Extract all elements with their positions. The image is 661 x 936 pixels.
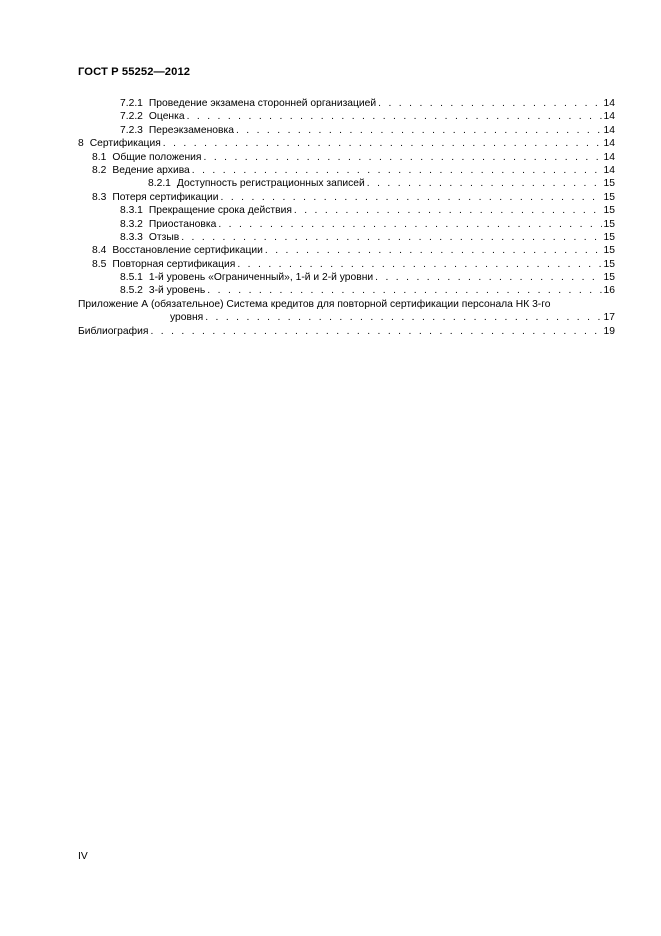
toc-entry[interactable]: [78, 231, 615, 244]
toc-entry-title: Повторная сертификация: [112, 258, 236, 270]
document-header: ГОСТ Р 55252—2012: [78, 66, 191, 78]
toc-entry-title: 3-й уровень: [148, 285, 206, 297]
toc-leader-dots: [218, 218, 601, 231]
toc-entry-page: 16: [603, 285, 615, 297]
toc-entry-page: 14: [603, 98, 615, 109]
toc-leader-dots: [265, 244, 602, 257]
toc-entry[interactable]: [78, 244, 615, 257]
toc-entry-page: 15: [603, 178, 615, 190]
toc-entry-page: 15: [603, 258, 615, 270]
toc-leader-dots: [187, 110, 602, 123]
toc-entry-number: 8.1: [92, 151, 107, 163]
toc-entry[interactable]: [78, 177, 615, 190]
toc-entry-page: 14: [603, 164, 615, 176]
toc-bibliography-entry[interactable]: [78, 325, 615, 338]
toc-leader-dots: [205, 311, 601, 324]
toc-entry[interactable]: [78, 191, 615, 204]
toc-entry-title: Оценка: [148, 111, 185, 123]
toc-leader-dots: [378, 97, 601, 110]
toc-leader-dots: [163, 137, 602, 150]
toc-entry-number: 8.2.1: [148, 178, 171, 190]
toc-entry-title: Приостановка: [148, 218, 217, 230]
toc-leader-dots: [207, 284, 601, 297]
toc-entry-title: Отзыв: [148, 231, 180, 243]
toc-entry-number: 7.2.2: [120, 111, 143, 123]
toc-entry-page: 19: [603, 325, 615, 337]
toc-leader-dots: [237, 258, 601, 271]
toc-entry-page: 15: [603, 245, 615, 257]
toc-leader-dots: [204, 151, 602, 164]
toc-entry-number: 7.2.3: [120, 124, 143, 136]
toc-leader-dots: [236, 124, 602, 137]
page-number: IV: [78, 851, 88, 862]
toc-entry-number: 8.4: [92, 245, 107, 257]
toc-leader-dots: [221, 191, 602, 204]
toc-leader-dots: [375, 271, 601, 284]
toc-entry-number: 7.2.1: [120, 98, 143, 109]
toc-entry[interactable]: [78, 151, 615, 164]
toc-entry-number: 8.3.3: [120, 231, 143, 243]
toc-entry[interactable]: [78, 271, 615, 284]
toc-entry[interactable]: [78, 204, 615, 217]
toc-entry-page: 15: [603, 272, 615, 284]
toc-appendix-entry[interactable]: [78, 311, 615, 324]
toc-entry[interactable]: [78, 218, 615, 231]
toc-entry-title: Потеря сертификации: [112, 191, 219, 203]
toc-entry-page: 15: [603, 231, 615, 243]
toc-entry-page: 14: [603, 138, 615, 150]
toc-entry-title: Общие положения: [112, 151, 202, 163]
toc-entry-title: Проведение экзамена сторонней организацией: [148, 98, 377, 109]
table-of-contents: [78, 97, 615, 338]
toc-entry-page: 15: [603, 191, 615, 203]
toc-entry-number: 8.3: [92, 191, 107, 203]
toc-entry-number: 8: [78, 138, 84, 150]
toc-entry-title: Доступность регистрационных записей: [176, 178, 365, 190]
toc-entry-page: 15: [603, 205, 615, 217]
toc-entry[interactable]: [78, 137, 615, 150]
toc-leader-dots: [294, 204, 602, 217]
toc-entry-number: 8.5.1: [120, 272, 143, 284]
toc-entry-page: 17: [603, 312, 615, 324]
toc-entry-number: 8.3.1: [120, 205, 143, 217]
toc-entry-number: 8.3.2: [120, 218, 143, 230]
toc-entry[interactable]: [78, 124, 615, 137]
toc-entry-title: Восстановление сертификации: [112, 245, 263, 257]
toc-entry-title: Библиография: [78, 325, 149, 337]
toc-entry-title: Прекращение срока действия: [148, 205, 292, 217]
toc-entry-title: Переэкзаменовка: [148, 124, 234, 136]
toc-entry[interactable]: [78, 284, 615, 297]
toc-leader-dots: [181, 231, 601, 244]
toc-entry[interactable]: [78, 258, 615, 271]
toc-entry-number: 8.5.2: [120, 285, 143, 297]
toc-leader-dots: [192, 164, 602, 177]
toc-entry-page: 15: [603, 218, 615, 230]
toc-entry-page: 14: [603, 111, 615, 123]
toc-entry-page: 14: [603, 151, 615, 163]
toc-entry[interactable]: [78, 97, 615, 110]
toc-entry[interactable]: [78, 110, 615, 123]
toc-entry-page: 14: [603, 124, 615, 136]
toc-entry-number: 8.5: [92, 258, 107, 270]
toc-entry[interactable]: [78, 164, 615, 177]
toc-appendix-title[interactable]: Приложение А (обязательное) Система кредитов для повторной сертификации персонала НК 3-го: [78, 298, 551, 310]
toc-entry-title: 1-й уровень «Ограниченный», 1-й и 2-й уровни: [148, 272, 374, 284]
toc-leader-dots: [150, 325, 601, 338]
toc-appendix-title-cont: уровня: [170, 312, 204, 324]
toc-entry-title: Сертификация: [89, 138, 161, 150]
toc-entry-title: Ведение архива: [112, 164, 190, 176]
toc-leader-dots: [367, 177, 602, 190]
toc-entry-number: 8.2: [92, 164, 107, 176]
